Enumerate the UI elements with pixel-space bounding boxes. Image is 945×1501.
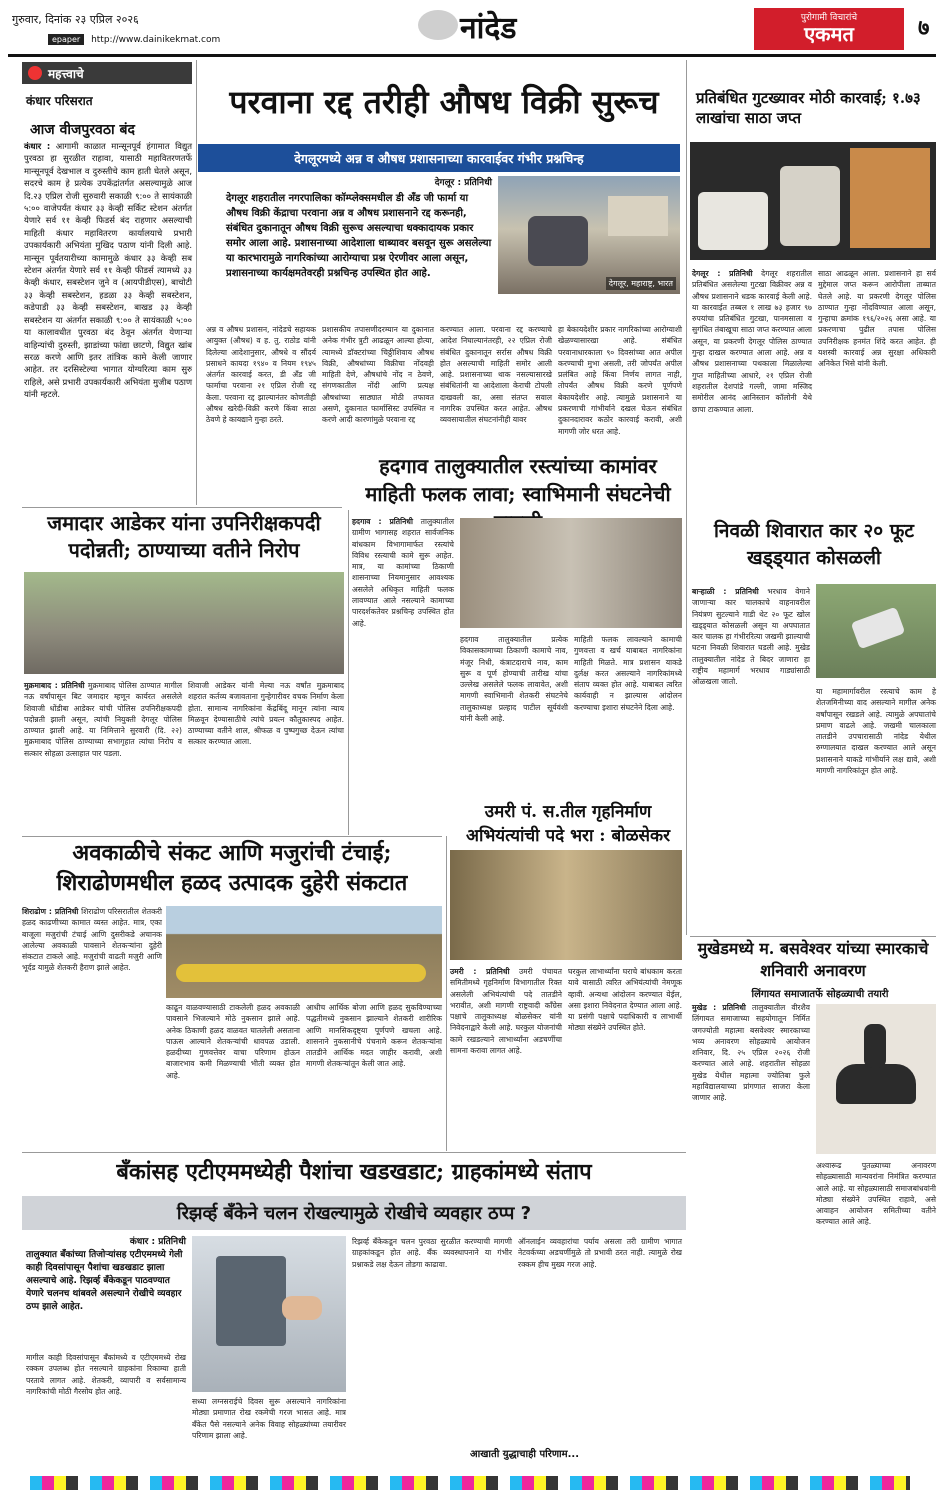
drought-col-1 <box>22 906 162 974</box>
accident-headline: निवळी शिवारात कार २० फूट खड्ड्यात कोसळली <box>714 520 914 569</box>
accident-col-2: या महामार्गावरील रस्त्याचे काम हे शेतजमिनीच्या वाद असल्याने मागील अनेक वर्षांपासून रखडले आहे. त्यामुळे अपघातांचे प्रमाण वाढले आहे. जखमी चालकाला तातडीने उपचारासाठी नांदेड येथील रुग्णालयात दाखल करण्यात आले असून प्रशासनाने याकडे गांभीर्याने लक्ष द्यावे, अशी मागणी नागरिकांतून होत आहे. <box>816 687 936 776</box>
engineer-col-1-text: उमरी पंचायत समितीमध्ये गृहनिर्माण विभागातील रिक्त असलेली अभियंत्यांची पदे तातडीने भरावीत, अशी मागणी राष्ट्रवादी काँग्रेस पक्षाचे तालुकाध्यक्ष बोळसेकर यांनी निवेदनाद्वारे केली आहे. घरकुल योजनांची कामे रखडल्याने लाभार्थ्यांना अडचणींचा सामना करावा लागत आहे. <box>450 967 562 1056</box>
promotion-headline: जमादार आडेकर यांना उपनिरीक्षकपदी पदोन्नती; ठाण्याच्या वतीने निरोप <box>47 511 321 562</box>
road-photo <box>460 518 682 628</box>
photo-hand-shape <box>282 1296 322 1320</box>
statue-subhead: लिंगायत समाजातर्फे सोहळ्याची तयारी <box>751 989 889 1000</box>
column-divider <box>348 510 349 835</box>
section-divider <box>22 836 442 837</box>
lead-photo <box>498 176 680 294</box>
gutkha-dateline: देगलूर : प्रतिनिधी <box>692 269 753 278</box>
statue-col-1 <box>692 1002 810 1104</box>
atm-subhead: रिझर्व्ह बँकेने चलन रोखल्यामुळे रोखीचे व्यवहार ठप्प ? <box>22 1196 686 1230</box>
photo-rider-shape <box>864 1024 886 1068</box>
photo-turmeric-shape <box>176 964 426 982</box>
epaper-badge: epaper <box>48 34 84 45</box>
brand-name: एकमत <box>804 22 854 46</box>
badge-dot-icon <box>28 66 42 80</box>
lead-dateline: देगलूर : प्रतिनिधी <box>434 178 492 188</box>
gutkha-headline: प्रतिबंधित गुटख्यावर मोठी कारवाई; १.७३ लाखांचा साठा जप्त <box>696 89 921 127</box>
drought-col-3: आधीच आर्थिक बोजा आणि हळद सुकविण्याच्या पद्धतीमध्ये नुकसान झाल्याने शेतकरी शारीरिक आणि मानसिकदृष्ट्या पूर्णपणे खचला आहे. शासनाने नुकसानीचे पंचनामे करून शेतकऱ्यांना तातडीने आर्थिक मदत जाहीर करावी, अशी मागणी शेतकऱ्यांतून केली जात आहे. <box>306 1003 442 1069</box>
statue-photo <box>816 1004 936 1154</box>
road-headline: हदगाव तालुक्यातील रस्त्यांच्या कामांवर माहिती फलक लावा; स्वाभिमानी संघटनेची <box>365 454 671 506</box>
column-divider <box>686 60 687 935</box>
photo-atm-shape <box>216 1256 286 1346</box>
engineer-col-2: घरकुल लाभार्थ्यांना घराचे बांधकाम करता यावे यासाठी त्वरित अभियंत्यांची नेमणूक व्हावी. अन्यथा आंदोलन करण्यात येईल, असा इशारा निवेदनात देण्यात आला आहे. या प्रसंगी पक्षाचे पदाधिकारी व लाभार्थी मोठ्या संख्येने उपस्थित होते. <box>568 967 682 1033</box>
drought-headline: अवकाळीचे संकट आणि मजुरांची टंचाई; शिराढोणमधील हळद उत्पादक दुहेरी संकटात <box>56 840 408 896</box>
road-col-3: माहिती फलक लावल्याने कामाची गुणवत्ता व खर्च याबाबत नागरिकांना माहिती मिळते. मात्र प्रशासन याकडे दुर्लक्ष करत असल्याने नागरिकांमध्ये संताप व्यक्त होत आहे. याबाबत त्वरित कार्यवाही न झाल्यास आंदोलन करण्याचा इशारा संघटनेने दिला आहे. <box>574 635 682 712</box>
road-col-2: हदगाव तालुक्यातील प्रत्येक विकासकामाच्या ठिकाणी कामाचे नाव, मंजूर निधी, कंत्राटदाराचे नाव, काम सुरू व पूर्ण होण्याची तारीख यांचा उल्लेख असलेले फलक लावावेत, अशी मागणी स्वाभिमानी शेतकरी संघटनेचे तालुकाध्यक्ष प्रल्हाद पाटील सूर्यवंशी यांनी केली आहे. <box>460 635 568 724</box>
drought-photo <box>166 906 442 998</box>
brand-logo <box>754 8 904 50</box>
lead-intro-text: देगलूर शहरातील नगरपालिका कॉम्प्लेक्समधील डी अँड जी फार्मा या औषध विक्री केंद्राचा परवाना अन्न व औषध प्रशासनाने रद्द करूनही, संबंधित दुकानातून औषध विक्री सुरूच असल्याचा धक्कादायक प्रकार समोर आला आहे. प्रशासनाच्या आदेशाला धाब्यावर बसवून सुरू असलेल्या या कारभारामुळे नागरिकांच्या आरोग्याचा प्रश्न ऐरणीवर आला असून, प्रशासनाच्या कार्यक्षमतेवरही प्रश्नचिन्ह उपस्थित होत आहे. <box>226 193 492 279</box>
accident-col-1 <box>692 586 810 688</box>
road-col-1-text: तालुक्यातील ग्रामीण भागासह शहरात सार्वजनिक बांधकाम विभागामार्फत रस्त्यांचे विविध रस्त्याची कामे सुरू आहेत. मात्र, या कामांच्या ठिकाणी शासनाच्या नियमानुसार आवश्यक असलेले अधिकृत माहिती फलक लावण्यात आले नसल्याने कामाच्या पारदर्शकतेवर प्रश्नचिन्ह उपस्थित होत आहे. <box>352 517 454 628</box>
statue-col-1-text: तालुक्यातील वीरशैव लिंगायत समाजाच्या सहयोगातून निर्मित जगज्योती महात्मा बसवेश्वर स्मारकाच्या भव्य अनावरण सोहळ्याचे आयोजन शनिवार, दि. २५ एप्रिल २०२६ रोजी करण्यात आले आहे. शहरातील सोहळा मुखेड येथील महात्मा ज्योतिबा फुले महाविद्यालयाच्या प्रांगणात साजरा केला जाणार आहे. <box>692 1003 810 1103</box>
atm-dateline: कंधार : प्रतिनिधी <box>129 1237 186 1247</box>
accident-dateline: बाऱ्हाळी : प्रतिनिधी <box>692 587 759 596</box>
accident-photo <box>816 584 936 678</box>
photo-horse-shape <box>836 1064 916 1104</box>
statue-dateline: मुखेड : प्रतिनिधी <box>692 1003 746 1012</box>
website-link[interactable]: http://www.dainikekmat.com <box>91 35 221 45</box>
photo-rider-shape <box>528 216 588 266</box>
promotion-dateline: मुक्रमाबाद : प्रतिनिधी <box>24 681 85 690</box>
statue-col-2: अश्वारूढ पुतळ्याच्या अनावरण सोहळ्यासाठी मान्यवरांना निमंत्रित करण्यात आले आहे. या सोहळ्यासाठी समाजबांधवांनी मोठ्या संख्येने उपस्थित राहावे, असे आवाहन आयोजन समितीच्या वतीने करण्यात आले आहे. <box>816 1161 936 1227</box>
lead-col-3: करण्यात आला. परवाना रद्द करण्याचे आदेश निघाल्यानंतरही, २२ एप्रिल रोजी संबंधित दुकानातून सर्रास औषध विक्री होत असल्याची माहिती समोर आली आहे. प्रशासनाच्या थाक नसल्यासारखे संबंधितांनी या आदेशाला केराची टोपली दाखवली का, असा संतप्त सवाल नागरिक उपस्थित करत आहेत. औषध व्यवसायातील संघटनांनीही यावर <box>440 325 552 425</box>
issue-date: गुरुवार, दिनांक २३ एप्रिल २०२६ <box>12 13 139 26</box>
photo-car-shape <box>851 607 906 650</box>
section-divider <box>690 936 936 937</box>
brand-tagline: पुरोगामी विचारांचे <box>800 13 858 23</box>
engineer-col-1 <box>450 966 562 1056</box>
important-badge: महत्त्वाचे <box>22 62 192 84</box>
gutkha-col-2: साठा आढळून आला. प्रशासनाने हा सर्व मुद्देमाल जप्त करून आरोपीला ताब्यात घेतले आहे. या प्रकरणी देगलूर पोलिस ठाण्यात गुन्हा नोंदविण्यात आला असून, गुन्हाचा क्रमांक १९६/२०२६ असा आहे. या प्रकरणाचा पुढील तपास पोलिस उपनिरीक्षक हनमंत शिंदे करत आहेत. ही यशस्वी कारवाई अन्न सुरक्षा अधिकारी अनिकेत भिसे यांनी केली. <box>818 269 936 369</box>
drought-col-2: काढून वाळवण्यासाठी टाकलेली हळद अवकाळी पावसाने भिजल्याने मोठे नुकसान झाले आहे. अनेक ठिकाणी हळद वाळवत घातलेली असताना पाऊस आल्याने शेतकऱ्यांची धावपळ उडाली. हळदीच्या गुणवत्तेवर याचा परिणाम होऊन बाजारभाव कमी मिळण्याची भीती व्यक्त होत आहे. <box>166 1003 300 1080</box>
lead-col-1: अन्न व औषध प्रशासन, नांदेडचे सहायक आयुक्त (औषध) व ह. तु. राठोड यांनी दिलेल्या आदेशानुसार, औषधे व सौंदर्य प्रसाधने कायदा १९४० व नियम १९४५ अंतर्गत कारवाई करत, डी अँड जी फार्माचा परवाना २१ एप्रिल रोजी रद्द केला. परवाना रद्द झाल्यानंतर कोणतीही औषध खरेदी-विक्री करणे किंवा साठा ठेवणे हे कायद्याने गुन्हा ठरते. <box>206 325 316 425</box>
atm-col-4: ऑनलाईन व्यवहारांचा पर्याय असला तरी ग्रामीण भागात नेटवर्कच्या अडचणींमुळे तो प्रभावी ठरत नाही. त्यामुळे रोख रक्कम हीच मुख्य गरज आहे. <box>518 1237 682 1269</box>
atm-col-3: रिझर्व्ह बँकेकडून चलन पुरवठा सुरळीत करण्याची मागणी ग्राहकांकडून होत आहे. बँक व्यवस्थापनाने या गंभीर प्रश्नाकडे लक्ष देऊन तोडगा काढावा. <box>352 1237 512 1269</box>
section-divider <box>22 507 342 508</box>
photo-sack-shape <box>780 166 840 246</box>
column-divider <box>446 836 447 1151</box>
sidebar-place: कंधार परिसरात <box>26 94 93 108</box>
atm-col-1: मागील काही दिवसांपासून बँकांमध्ये व एटीएममध्ये रोख रक्कम उपलब्ध होत नसल्याने ग्राहकांना रिकाम्या हाती परतावे लागत आहे. शेतकरी, व्यापारी व सर्वसामान्य नागरिकांची मोठी गैरसोय होत आहे. <box>26 1353 186 1396</box>
drought-dateline: शिराढोण : प्रतिनिधी <box>22 907 79 916</box>
drought-col-1-text: शिराढोण परिसरातील शेतकरी हळद काढणीच्या कामात व्यस्त आहेत. मात्र, एका बाजूला मजुरांची टंचाई आणि दुसरीकडे अचानक आलेल्या अवकाळी पावसाने शेतकऱ्यांना दुहेरी संकटात टाकले आहे. मजुरांची वाढती मजुरी आणि भूर्दड यामुळे शेतकरी हैराण झाले आहेत. <box>22 907 162 973</box>
lead-intro <box>226 176 492 281</box>
atm-lead-text: तालुक्यात बँकांच्या तिजोऱ्यांसह एटीएममध्ये गेली काही दिवसांपासून पैशांचा खडखडाट झाला असल्याचे आहे. रिझर्व्ह बँकेकडून पाठवण्यात येणारे चलनच थांबवले असल्याने रोखीचे व्यवहार ठप्प झाले आहेत. <box>26 1250 183 1312</box>
atm-footer-jump: आखाती युद्धाचाही परिणाम... <box>470 1449 580 1460</box>
atm-photo <box>192 1236 346 1392</box>
photo-box-shape <box>850 148 930 248</box>
city-emblem-icon <box>418 10 458 40</box>
gutkha-photo <box>690 142 936 260</box>
atm-lead <box>26 1236 186 1314</box>
section-divider <box>22 1152 686 1153</box>
page-number: ७ <box>918 16 930 41</box>
promotion-col-2: शिवाजी आडेकर यांनी मेल्या नऊ वर्षांत मुक्रमाबाद शहरात कर्तव्य बजावताना गुन्हेगारीवर वचक निर्माण केला होता. सामान्य नागरिकांना केंद्रबिंदू मानून त्यांना न्याय मिळवून देण्यासाठीचे त्यांचे प्रयत्न कौतुकास्पद आहेत. ठाण्याच्या वतीने शाल, श्रीफळ व पुष्पगुच्छ देऊन त्यांचा सत्कार करण्यात आला. <box>188 681 344 747</box>
lead-col-2: प्रशासकीय तपासणीदरम्यान या दुकानात अनेक गंभीर त्रुटी आढळून आल्या होत्या, त्यामध्ये डॉक्टरांच्या चिठ्ठीशिवाय औषध विक्री, औषधांच्या विक्रीचा नोंदवही माहिती देणे, औषधांचे नोंद न ठेवणे, संगणकातील नोंदी आणि प्रत्यक्ष औषधांच्या साठ्यात मोठी तफावत असणे, दुकानात फार्मासिस्ट उपस्थित न करणे आदी कारणांमुळे परवाना रद्द <box>322 325 434 425</box>
lead-col-4: हा बेकायदेशीर प्रकार नागरिकांच्या आरोग्याशी खेळण्यासारखा आहे. संबंधित परवानाधारकाला ९० दिवसांच्या आत अपील करण्याची मुभा असली, तरी जोपर्यंत अपील प्रलंबित आहे किंवा निर्णय लागत नाही, तोपर्यंत औषध विक्री करणे पूर्णपणे बेकायदेशीर आहे. त्यामुळे प्रशासनाने या प्रकरणाची गांभीर्याने दखल घेऊन संबंधित दुकानदारावर कठोर कारवाई करावी, अशी मागणी जोर धरत आहे. <box>558 325 682 436</box>
lead-headline: परवाना रद्द तरीही औषध विक्री सुरूच <box>229 83 659 121</box>
lead-subhead: देगलूरमध्ये अन्न व औषध प्रशासनाच्या कारवाईवर गंभीर प्रश्नचिन्ह <box>198 144 680 172</box>
header-rule <box>8 54 936 57</box>
photo-shop-shape <box>608 196 668 236</box>
road-col-1 <box>352 516 454 629</box>
column-divider <box>196 60 197 505</box>
gutkha-col-1-text: देगलूर शहरातील प्रतिबंधित असलेल्या गुटखा विक्रीवर अन्न व औषध प्रशासनाने धडक कारवाई केली आहे. या कारवाईत तब्बल १ लाख ७३ हजार ९७ रुपयांचा प्रतिबंधित गुटखा, पानमसाला व सुगंधित तंबाखूचा साठा जप्त करण्यात आला असून, या प्रकरणी देगलूर पोलिस ठाण्यात गुन्हा दाखल करण्यात आला आहे. अन्न व औषध प्रशासनाच्या पथकाला मिळालेल्या गुप्त माहितीच्या आधारे, २१ एप्रिल रोजी शहरातील देशपांडे गल्ली, जामा मस्जिद समोरील आनंद आनिस्तान कॉलोनी येथे छापा टाकण्यात आला. <box>692 269 812 414</box>
promotion-col-1-text: मुक्रमाबाद पोलिस ठाण्यात मागील नऊ वर्षांपासून बिट जमादार म्हणून कार्यरत असलेले शिवाजी धोंडीबा आडेकर यांची पोलिस उपनिरीक्षकपदी पदोन्नती झाली असून, त्यांची नियुक्ती देगलूर पोलिस ठाण्यात झाली आहे. या निमित्ताने सुरवारी (दि. २२) मुक्रमाबाद पोलिस ठाण्याच्या सभागृहात त्यांचा निरोप व सत्कार सोहळा उत्साहात पार पडला. <box>24 681 182 758</box>
city-title: नांदेड <box>460 11 517 46</box>
promotion-photo <box>24 572 344 674</box>
sidebar-text: आगामी काळात मान्सूनपूर्व हंगामात विद्युत पुरवठा हा सुरळीत राहावा, यासाठी महावितरणतर्फे मान्सूनपूर्व देखभाल व दुरुस्तीचे काम हाती घेतले असून, सदरचे काम हे प्रत्येक उपकेंद्रांतर्गत असल्यामुळे आज दि.२३ एप्रिल रोजी सुरुवारी सकाळी ९:०० ते सायंकाळी ५:०० वाजेपर्यंत कंधार ३३ केव्ही सर्किट स्टेशन अंतर्गत येणारे सर्व ११ केव्ही फिडर्स बंद राहणार असल्याची माहिती कंधार महावितरण कार्यालयाचे प्रभारी उपकार्यकारी अभियंता मुखिद पठाण यांनी दिली आहे. मान्सून पूर्वतयारीच्या कामामुळे कंधार ३३ केव्ही सब स्टेशन अंतर्गत येणारे सर्व ११ केव्ही फीडर्स त्यामध्ये ३३ केव्ही कंधार, सबस्टेशन जुने व (आयपीडीएस), बाचोटी ३३ केव्ही सबस्टेशन, हडळा ३३ केव्ही सबस्टेशन, कडेपाडी ३३ केव्ही सबस्टेशन, बाखड ३३ केव्ही सबस्टेशन या अंतर्गत सकाळी ९:०० ते सायंकाळी ५:०० या कालावधीत पुरवठा बंद ठेवून अंतर्गत येणाऱ्या वाहिन्यांची दुरुस्ती, झाडांच्या फांद्या छाटणे, विद्युत खांब सरळ करणे आणि इतर तांत्रिक कामे केली जाणार आहेत. तर दरसिस्टेल्या भागात योग्यरित्या काम सुरु राहिले, असे प्रभारी उपकार्यकारी अभियंता मुजीब पठाण यांनी म्हटले. <box>24 141 192 400</box>
engineer-dateline: उमरी : प्रतिनिधी <box>450 967 510 976</box>
lead-photo-caption: देगलूर, महाराष्ट्र, भारत <box>606 277 676 290</box>
atm-headline: बँकांसह एटीएममध्येही पैशांचा खडखडाट; ग्राहकांमध्ये संताप <box>116 1159 592 1185</box>
atm-col-2: सध्या लग्नसराईचे दिवस सुरू असल्याने नागरिकांना मोठ्या प्रमाणात रोख रकमेची गरज भासत आहे. मात्र बँकेत पैसे नसल्याने अनेक विवाह सोहळ्यांच्या तयारीवर परिणाम झाला आहे. <box>192 1397 346 1440</box>
sidebar-headline: आज वीजपुरवठा बंद <box>30 122 135 138</box>
sidebar-body <box>24 140 192 401</box>
engineer-photo <box>450 850 682 960</box>
print-color-bar <box>30 1476 910 1490</box>
epaper-url-line[interactable] <box>48 34 220 45</box>
gutkha-col-1 <box>692 268 812 415</box>
engineer-headline: उमरी पं. स.तील गृहनिर्माण अभियंत्यांची पदे भरा : बोळसेकर <box>465 802 671 846</box>
photo-sack-shape <box>698 192 768 250</box>
road-dateline: हदगाव : प्रतिनिधी <box>352 517 413 526</box>
statue-headline: मुखेडमध्ये म. बसवेश्वर यांच्या स्मारकाचे शनिवारी अनावरण <box>697 939 929 980</box>
promotion-col-1 <box>24 680 182 759</box>
accident-col-1-text: भरधाव वेगाने जाणाऱ्या कार चालकाचे वाहनावरील नियंत्रण सुटल्याने गाडी थेट २० फूट खोल खड्ड्यात कोसळली असून या अपघातात कार चालक हा गंभीररित्या जखमी झाल्याची घटना निवळी शिवारात घडली आहे. मुखेड तालुक्यातील नांदेड ते बिदर जाणारा हा राष्ट्रीय महामार्ग भरधाव गाड्यांसाठी ओळखला जातो. <box>692 587 810 687</box>
sidebar-dateline: कंधार : <box>24 141 51 151</box>
